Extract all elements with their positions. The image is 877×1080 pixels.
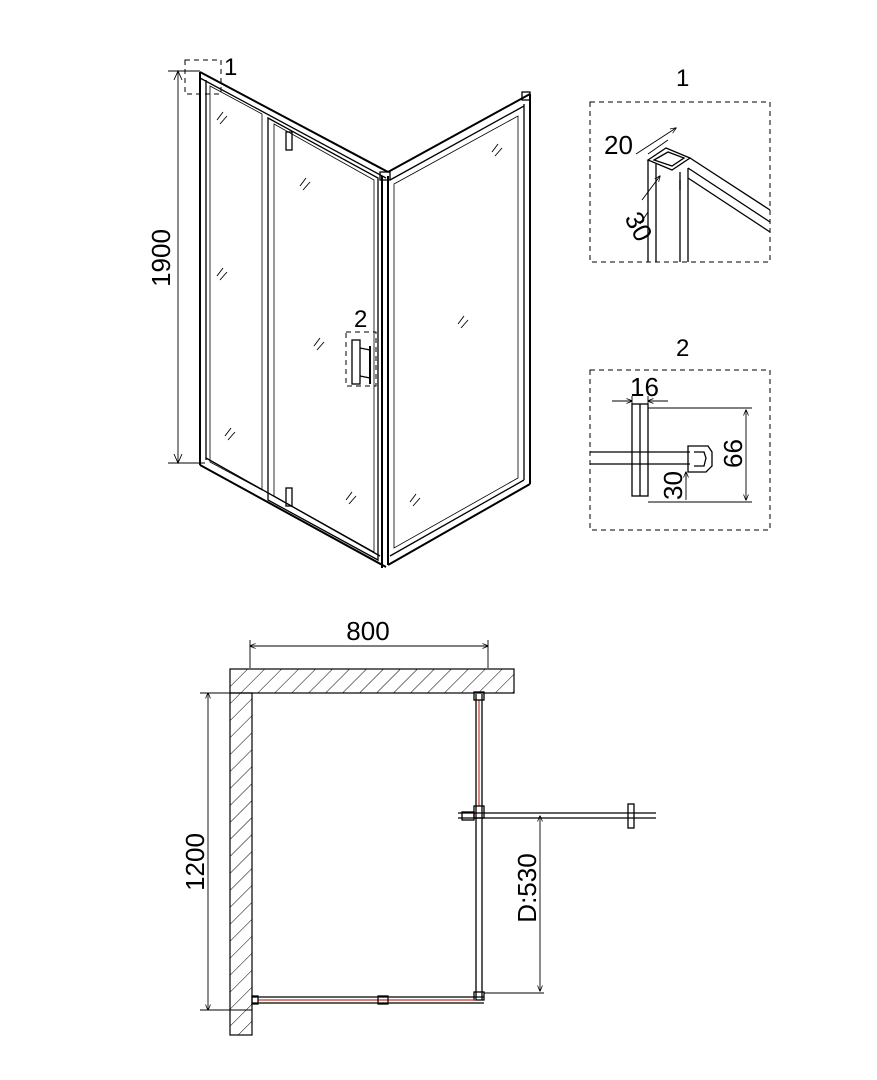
detail-2-width-label: 16 xyxy=(630,372,659,402)
height-dimension-label: 1900 xyxy=(146,229,176,287)
side-wall-panel xyxy=(388,92,530,565)
detail-1-width-label: 20 xyxy=(604,130,633,160)
detail-2 xyxy=(590,335,770,530)
detail-1-title: 1 xyxy=(676,65,690,92)
back-wall xyxy=(230,669,514,693)
detail-2-title: 2 xyxy=(676,335,690,362)
plan-view xyxy=(180,616,656,1035)
detail-2-depth-label: 30 xyxy=(658,471,688,500)
door-handle xyxy=(352,340,360,384)
callout-1-label: 1 xyxy=(224,54,238,81)
isometric-view xyxy=(146,54,530,568)
plan-door-opening-label: D:530 xyxy=(512,853,542,923)
plan-depth-label: 1200 xyxy=(180,833,210,891)
detail-1 xyxy=(590,65,770,262)
callout-2-box xyxy=(346,332,376,386)
plan-width-label: 800 xyxy=(346,616,390,646)
callout-2-label: 2 xyxy=(354,306,368,333)
side-wall xyxy=(230,693,252,1035)
height-dimension xyxy=(146,71,205,463)
detail-2-height-label: 66 xyxy=(718,439,748,468)
detail-1-depth-label: 30 xyxy=(618,206,659,247)
door-panel xyxy=(268,118,378,560)
